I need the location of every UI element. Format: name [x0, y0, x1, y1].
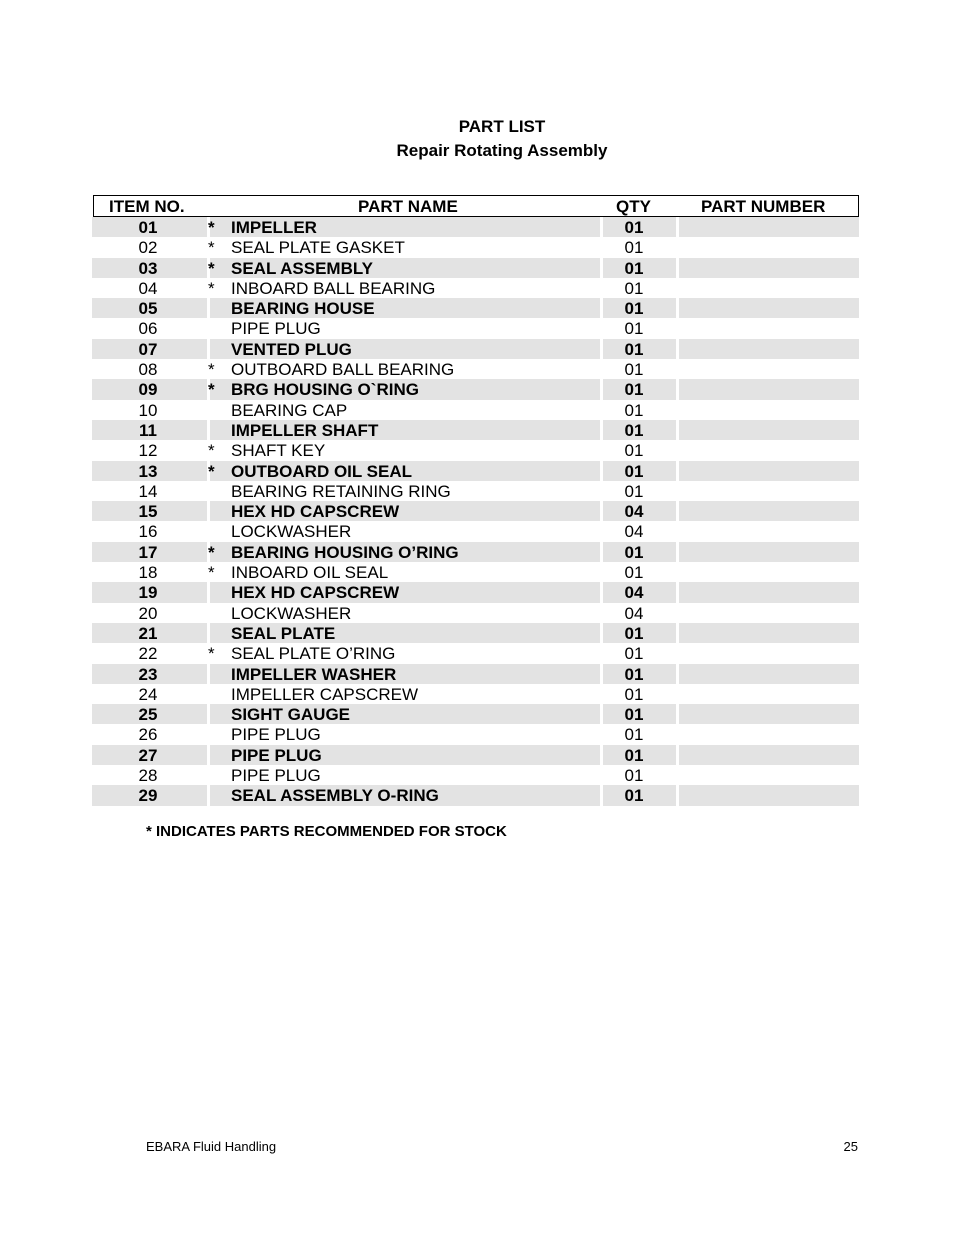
column-separator: [676, 623, 679, 643]
stock-marker: *: [208, 644, 215, 664]
table-row: [92, 440, 859, 460]
item-number: 15: [138, 502, 158, 522]
column-separator: [600, 785, 603, 805]
table-row: [92, 785, 859, 805]
quantity: 01: [624, 745, 644, 765]
table-row: [92, 278, 859, 298]
part-name: IMPELLER: [231, 218, 317, 237]
table-row: [92, 481, 859, 501]
table-row: [92, 643, 859, 663]
column-separator: [676, 461, 679, 481]
column-separator: [207, 623, 210, 643]
part-name: HEX HD CAPSCREW: [231, 502, 400, 522]
column-separator: [676, 501, 679, 521]
table-row: [92, 664, 859, 684]
part-name: PIPE PLUG: [231, 745, 322, 765]
table-row: [92, 420, 859, 440]
part-name: BEARING CAP: [231, 400, 348, 420]
table-row: [92, 400, 859, 420]
column-separator: [600, 420, 603, 440]
item-number: 08: [138, 360, 158, 380]
item-number: 14: [138, 481, 158, 501]
column-separator: [600, 258, 603, 278]
footer-company: EBARA Fluid Handling: [146, 1139, 277, 1154]
table-row: [92, 724, 859, 744]
table-row: [92, 521, 859, 541]
table-header: [93, 195, 859, 217]
item-number: 12: [138, 441, 158, 461]
column-separator: [676, 582, 679, 602]
quantity: 01: [624, 644, 644, 664]
table-row: [92, 298, 859, 318]
stock-marker: *: [208, 238, 215, 258]
stock-marker: *: [208, 461, 215, 481]
part-name: SEAL ASSEMBLY O-RING: [231, 786, 439, 806]
quantity: 01: [624, 705, 644, 725]
part-name: SEAL PLATE: [231, 623, 336, 643]
part-name: LOCKWASHER: [231, 522, 352, 542]
table-row: [92, 217, 859, 237]
quantity: 01: [624, 786, 644, 806]
item-number: 29: [138, 786, 158, 806]
quantity: 01: [624, 258, 644, 278]
item-number: 10: [138, 400, 158, 420]
column-separator: [600, 339, 603, 359]
parts-table: [92, 217, 859, 806]
column-separator: [600, 704, 603, 724]
part-name: OUTBOARD OIL SEAL: [231, 461, 413, 481]
table-row: [92, 258, 859, 278]
quantity: 01: [624, 339, 644, 359]
quantity: 01: [624, 319, 644, 339]
stock-marker: *: [208, 542, 215, 562]
column-separator: [600, 582, 603, 602]
column-separator: [676, 785, 679, 805]
part-name: PIPE PLUG: [231, 725, 321, 745]
part-name: IMPELLER CAPSCREW: [231, 684, 419, 704]
stock-marker: *: [208, 258, 215, 278]
part-name: IMPELLER SHAFT: [231, 420, 379, 440]
column-separator: [207, 664, 210, 684]
item-number: 05: [138, 299, 158, 319]
table-row: [92, 704, 859, 724]
part-name: PIPE PLUG: [231, 319, 321, 339]
stock-marker: *: [208, 278, 215, 298]
column-separator: [600, 501, 603, 521]
column-separator: [207, 298, 210, 318]
part-name: BEARING RETAINING RING: [231, 481, 451, 501]
item-number: 20: [138, 603, 158, 623]
quantity: 04: [624, 603, 644, 623]
item-number: 24: [138, 684, 158, 704]
page-number: 25: [843, 1139, 858, 1154]
part-name: OUTBOARD BALL BEARING: [231, 360, 455, 380]
table-row: [92, 339, 859, 359]
quantity: 01: [624, 420, 644, 440]
part-name: SIGHT GAUGE: [231, 705, 351, 725]
item-number: 22: [138, 644, 158, 664]
item-number: 25: [138, 705, 158, 725]
quantity: 04: [624, 502, 644, 522]
column-separator: [676, 298, 679, 318]
item-number: 27: [138, 745, 158, 765]
table-row: [92, 582, 859, 602]
column-separator: [600, 664, 603, 684]
column-separator: [676, 379, 679, 399]
quantity: 01: [624, 684, 644, 704]
stock-marker: *: [208, 218, 215, 237]
column-separator: [207, 582, 210, 602]
quantity: 01: [624, 380, 644, 400]
header-part-name: PART NAME: [358, 197, 458, 216]
item-number: 16: [138, 522, 158, 542]
part-name: BEARING HOUSE: [231, 299, 375, 319]
part-name: HEX HD CAPSCREW: [231, 583, 400, 603]
item-number: 07: [138, 339, 158, 359]
item-number: 03: [138, 258, 158, 278]
item-number: 02: [138, 238, 158, 258]
quantity: 01: [624, 664, 644, 684]
item-number: 13: [138, 461, 158, 481]
part-name: PIPE PLUG: [231, 766, 321, 786]
quantity: 04: [624, 583, 644, 603]
item-number: 23: [138, 664, 158, 684]
header-item-no: ITEM NO.: [109, 197, 185, 216]
stock-marker: *: [208, 563, 215, 583]
item-number: 04: [138, 278, 158, 298]
part-name: BRG HOUSING O`RING: [231, 380, 419, 400]
item-number: 17: [138, 542, 158, 562]
column-separator: [676, 704, 679, 724]
column-separator: [676, 258, 679, 278]
column-separator: [600, 461, 603, 481]
table-row: [92, 318, 859, 338]
quantity: 01: [624, 623, 644, 643]
quantity: 01: [624, 766, 644, 786]
column-separator: [207, 785, 210, 805]
quantity: 01: [624, 461, 644, 481]
column-separator: [600, 542, 603, 562]
table-row: [92, 542, 859, 562]
column-separator: [676, 745, 679, 765]
page-subtitle: Repair Rotating Assembly: [396, 141, 608, 160]
item-number: 18: [138, 563, 158, 583]
table-row: [92, 603, 859, 623]
column-separator: [207, 704, 210, 724]
table-row: [92, 461, 859, 481]
item-number: 19: [138, 583, 158, 603]
part-name: SHAFT KEY: [231, 441, 326, 461]
column-separator: [207, 501, 210, 521]
part-name: INBOARD OIL SEAL: [231, 563, 389, 583]
table-row: [92, 562, 859, 582]
stock-marker: *: [208, 441, 215, 461]
item-number: 06: [138, 319, 158, 339]
table-row: [92, 501, 859, 521]
quantity: 01: [624, 299, 644, 319]
table-row: [92, 623, 859, 643]
item-number: 26: [138, 725, 158, 745]
part-name: IMPELLER WASHER: [231, 664, 397, 684]
item-number: 01: [138, 218, 158, 237]
column-separator: [207, 745, 210, 765]
column-separator: [676, 664, 679, 684]
column-separator: [676, 420, 679, 440]
column-separator: [600, 217, 603, 237]
column-separator: [600, 298, 603, 318]
part-name: SEAL PLATE O’RING: [231, 644, 396, 664]
column-separator: [600, 745, 603, 765]
part-name: SEAL PLATE GASKET: [231, 238, 405, 258]
quantity: 01: [624, 481, 644, 501]
part-name: LOCKWASHER: [231, 603, 352, 623]
stock-marker: *: [208, 380, 215, 400]
stock-marker: *: [208, 360, 215, 380]
stock-note: * INDICATES PARTS RECOMMENDED FOR STOCK: [146, 823, 507, 840]
column-separator: [207, 420, 210, 440]
table-row: [92, 745, 859, 765]
part-name: VENTED PLUG: [231, 339, 352, 359]
item-number: 11: [139, 420, 157, 440]
table-row: [92, 237, 859, 257]
column-separator: [207, 339, 210, 359]
header-part-number: PART NUMBER: [701, 197, 826, 216]
quantity: 01: [624, 725, 644, 745]
column-separator: [676, 542, 679, 562]
table-row: [92, 379, 859, 399]
item-number: 09: [138, 380, 158, 400]
quantity: 01: [624, 238, 644, 258]
column-separator: [600, 379, 603, 399]
item-number: 28: [138, 766, 158, 786]
column-separator: [676, 217, 679, 237]
column-separator: [600, 623, 603, 643]
part-name: SEAL ASSEMBLY: [231, 258, 374, 278]
quantity: 01: [624, 400, 644, 420]
quantity: 01: [624, 441, 644, 461]
column-separator: [676, 339, 679, 359]
quantity: 01: [624, 218, 644, 237]
quantity: 01: [624, 278, 644, 298]
part-name: BEARING HOUSING O’RING: [231, 542, 459, 562]
quantity: 04: [624, 522, 644, 542]
part-name: INBOARD BALL BEARING: [231, 278, 436, 298]
table-row: [92, 684, 859, 704]
header-qty: QTY: [616, 197, 651, 216]
item-number: 21: [138, 623, 158, 643]
table-row: [92, 359, 859, 379]
quantity: 01: [624, 360, 644, 380]
quantity: 01: [624, 542, 644, 562]
quantity: 01: [624, 563, 644, 583]
table-row: [92, 765, 859, 785]
page-title: PART LIST: [458, 117, 546, 136]
